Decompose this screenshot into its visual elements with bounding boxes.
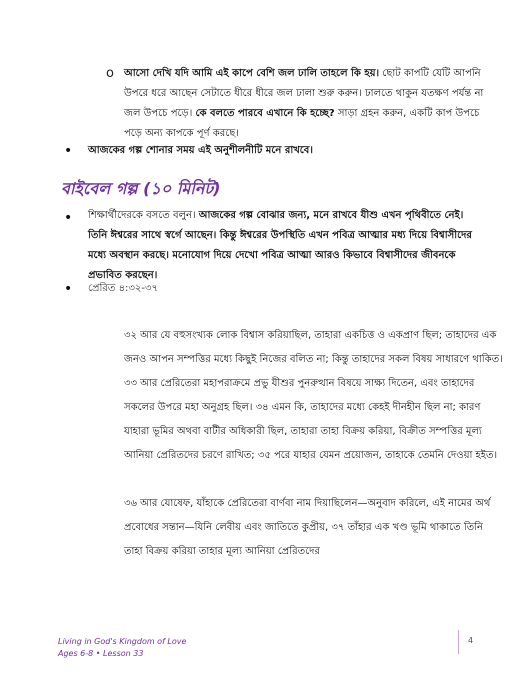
- scripture-reference: প্রেরিত ৪:৩২-৩৭: [88, 283, 159, 294]
- instruction-text-a: ছোট কাপটি যেটি আপনি উপরে ধরে আছেন সেটাতে ধীরে ধীরে জল ঢালা শুরু করুন। ঢালতে থাকুন যতক্ষণ পর্যন্ত না জল উপচে পড়ে।: [124, 68, 484, 119]
- bullet-marker: •: [64, 281, 73, 297]
- bullet-marker: •: [64, 210, 73, 226]
- instruction-paragraph: [88, 206, 478, 286]
- reminder-paragraph: আজকের গল্প শোনার সময় এই অনুশীলনীটি মনে রাখবে।: [88, 145, 313, 156]
- instruction-text: শিক্ষার্থীদেরকে বসতে বলুন।: [88, 210, 199, 221]
- footer-line-1: Living in God's Kingdom of Love: [58, 637, 187, 646]
- bold-question-b: কে বলতে পারবে এখানে কি হচ্ছে?: [195, 108, 335, 119]
- bold-explanation: আজকের গল্প বোঝার জন্য, মনে রাখবে যীশু এখন পৃথিবীতে নেই। তিনি ঈশ্বরের সাথে স্বর্গে আছেন। কিন্তু ঈশ্বরের উপস্থিতি এখন পবিত্র আত্মার মধ্য দিয়ে বিশ্বাসীদের মধ্যে অবস্থান করছে। মনোযোগ দিয়ে দেখো পবিত্র আত্মা আরও কিভাবে বিশ্বাসীদের জীবনকে প্রভাবিত করছেন।: [88, 210, 472, 281]
- scripture-passage: ৩২ আর যে বহুসংখ্যক লোক বিশ্বাস করিয়াছিল, তাহারা একচিত্ত ও একপ্রাণ ছিল; তাহাদের এক জনও আপন সম্পত্তির মধ্যে কিছুই নিজের বলিত না; কিন্তু তাহাদের সকল বিষয় সাধারণে থাকিত। ৩৩ আর প্রেরিতেরা মহাপরাক্রমে প্রভু যীশুর পুনরুত্থান বিষয়ে সাক্ষ্য দিতেন, এবং তাহাদের সকলের উপরে মহা অনুগ্রহ ছিল। ৩৪ এমন কি, তাহাদের মধ্যে কেহই দীনহীন ছিল না; কারণ যাহারা ভূমির অথবা বাটীর অধিকারী ছিল, তাহারা তাহা বিক্রয় করিয়া, বিক্রীত সম্পত্তির মূল্য আনিয়া প্রেরিতদের চরণে রাখিত; ৩৫ পরে যাহার যেমন প্রয়োজন, তাহাকে তেমনি দেওয়া হইত।: [124, 330, 503, 461]
- activity-paragraph: [124, 64, 484, 144]
- bold-question-a: আসো দেখি যদি আমি এই কাপে বেশি জল ঢালি তাহলে কি হয়।: [124, 68, 380, 79]
- instruction-text-b: সাড়া গ্রহন করুন, একটি কাপ উপচে পড়ে অন্য কাপকে পূর্ণ করছে।: [124, 108, 480, 139]
- footer-divider: [458, 630, 459, 654]
- bullet-marker: •: [64, 143, 73, 159]
- scripture-passage: ৩৬ আর যোষেফ, যাঁহাকে প্রেরিতেরা বার্ণবা নাম দিয়াছিলেন—অনুবাদ করিলে, এই নামের অর্থ প্রবোধের সন্তান—যিনি লেবীয় এবং জাতিতে কুপ্রীয়, ৩৭ তাঁহার এক খণ্ড ভূমি থাকাতে তিনি তাহা বিক্রয় করিয়া তাহার মূল্য আনিয়া প্রেরিতদের: [124, 498, 491, 557]
- page-number: 4: [468, 636, 474, 645]
- section-heading: বাইবেল গল্প (১০ মিনিট): [61, 179, 221, 198]
- sub-bullet-marker: o: [106, 66, 114, 81]
- footer-line-2: Ages 6-8 • Lesson 33: [58, 649, 144, 658]
- footer-title: [58, 636, 186, 660]
